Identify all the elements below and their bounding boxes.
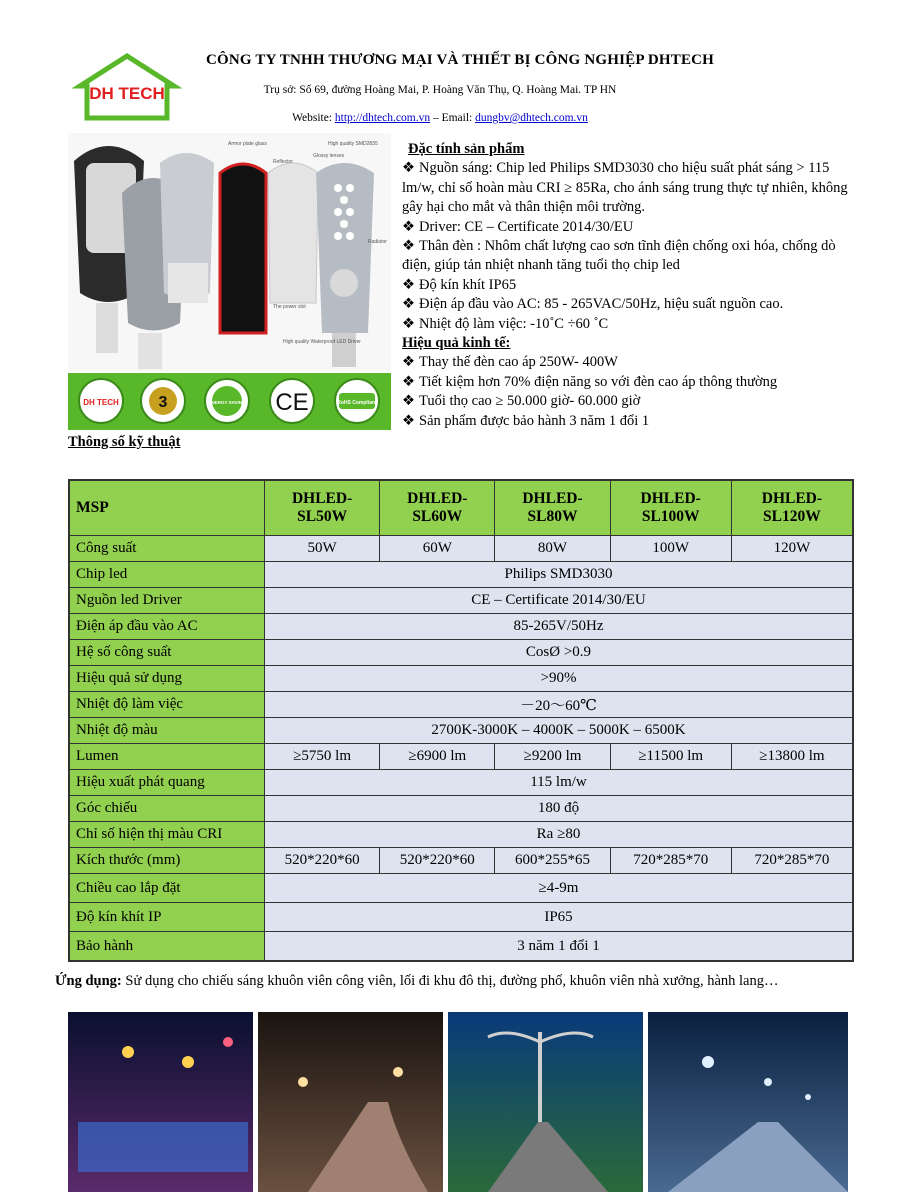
feature-item: ❖ Nhiệt độ làm việc: -10˚C ÷60 ˚C xyxy=(402,315,609,332)
economic-item: ❖ Sản phẩm được bảo hành 3 năm 1 đổi 1 xyxy=(402,412,650,429)
bullet-icon: ❖ xyxy=(402,276,415,293)
row-label: Bảo hành xyxy=(69,932,265,962)
cell: 180 độ xyxy=(265,796,854,822)
table-row xyxy=(69,744,853,770)
economic-heading: Hiệu quả kinh tế: xyxy=(402,335,511,352)
lamp-heatsink xyxy=(160,153,214,303)
cell: 720*285*70 xyxy=(610,848,731,874)
bullet-icon: ❖ xyxy=(402,238,415,255)
certification-bar xyxy=(68,373,391,430)
cell: 100W xyxy=(610,536,731,562)
cell: 600*255*65 xyxy=(495,848,610,874)
model-header: DHLED-SL50W xyxy=(265,480,380,536)
svg-text:ENERGY SAVING: ENERGY SAVING xyxy=(208,400,246,405)
cell: 2700K-3000K – 4000K – 5000K – 6500K xyxy=(265,718,854,744)
svg-text:3: 3 xyxy=(158,394,168,411)
cell: Ra ≥80 xyxy=(265,822,854,848)
rohs-icon xyxy=(335,379,379,423)
msp-label: MSP xyxy=(69,480,265,536)
3-year-warranty-icon xyxy=(141,379,185,423)
callout-smd: High quality SMD2835 xyxy=(328,141,378,147)
energy-saving-icon xyxy=(205,379,249,423)
company-logo xyxy=(72,52,182,122)
callout-lenses: Glossy lenses xyxy=(313,153,345,159)
bullet-icon: ❖ xyxy=(402,393,415,410)
cell: IP65 xyxy=(265,903,854,932)
application-section xyxy=(55,972,855,991)
features-section xyxy=(402,140,852,431)
feature-item: ❖ Nguồn sáng: Chip led Philips SMD3030 cho hiệu suất phát sáng > 115 lm/w, chỉ số hoàn màu CRI ≥ 85Ra, cho ánh sáng trung thực tự nhiên, không gây hại cho mắt và thân thiện môi trường. xyxy=(402,160,848,216)
table-row xyxy=(69,874,853,903)
photo-night-road xyxy=(648,1012,848,1192)
row-label: Kích thước (mm) xyxy=(69,848,265,874)
row-label: Độ kín khít IP xyxy=(69,903,265,932)
svg-text:CE: CE xyxy=(275,389,309,416)
cell: Philips SMD3030 xyxy=(265,562,854,588)
cell: 80W xyxy=(495,536,610,562)
row-label: Chip led xyxy=(69,562,265,588)
callout-reflector: Reflector xyxy=(273,159,294,165)
row-label: Góc chiếu xyxy=(69,796,265,822)
bullet-icon: ❖ xyxy=(402,296,415,313)
svg-text:RoHS Compliant: RoHS Compliant xyxy=(337,400,377,406)
svg-text:DH TECH: DH TECH xyxy=(83,398,119,407)
bullet-icon: ❖ xyxy=(402,218,415,235)
cell: ≥5750 lm xyxy=(265,744,380,770)
cell: 120W xyxy=(731,536,853,562)
model-header: DHLED-SL120W xyxy=(731,480,853,536)
callout-power-slot: The power slot xyxy=(273,304,306,310)
row-label: Nhiệt độ màu xyxy=(69,718,265,744)
table-row xyxy=(69,822,853,848)
cell: 85-265V/50Hz xyxy=(265,614,854,640)
model-header: DHLED-SL80W xyxy=(495,480,610,536)
cell: 60W xyxy=(380,536,495,562)
bullet-icon: ❖ xyxy=(402,315,415,332)
table-row xyxy=(69,536,853,562)
cell: ≥6900 lm xyxy=(380,744,495,770)
table-row xyxy=(69,562,853,588)
application-text: Sử dụng cho chiếu sáng khuôn viên công viên, lối đi khu đô thị, đường phố, khuôn viên nhà xưởng, hành lang… xyxy=(121,973,779,989)
table-row xyxy=(69,640,853,666)
table-row xyxy=(69,588,853,614)
table-row xyxy=(69,666,853,692)
economic-item: ❖ Tuổi thọ cao ≥ 50.000 giờ- 60.000 giờ xyxy=(402,393,641,410)
application-photos xyxy=(68,1012,848,1192)
website-link[interactable]: http://dhtech.com.vn xyxy=(334,112,431,124)
table-row xyxy=(69,848,853,874)
cell: ≥9200 lm xyxy=(495,744,610,770)
row-label: Hệ số công suất xyxy=(69,640,265,666)
cell: CE – Certificate 2014/30/EU xyxy=(265,588,854,614)
product-image xyxy=(68,133,391,371)
ce-mark-icon xyxy=(270,379,314,423)
cell: 115 lm/w xyxy=(265,770,854,796)
company-address: Trụ sở: Số 69, đường Hoàng Mai, P. Hoàng Văn Thụ, Q. Hoàng Mai. TP HN xyxy=(263,84,617,96)
table-row xyxy=(69,903,853,932)
row-label: Điện áp đầu vào AC xyxy=(69,614,265,640)
row-label: Chiều cao lắp đặt xyxy=(69,874,265,903)
bullet-icon: ❖ xyxy=(402,373,415,390)
table-row xyxy=(69,614,853,640)
cell: ≥4-9m xyxy=(265,874,854,903)
cell: 520*220*60 xyxy=(380,848,495,874)
cell: －20～60℃ xyxy=(265,692,854,718)
row-label: Công suất xyxy=(69,536,265,562)
table-row xyxy=(69,718,853,744)
contact-line xyxy=(180,112,700,124)
photo-fountain xyxy=(68,1012,253,1192)
cell: >90% xyxy=(265,666,854,692)
feature-item: ❖ Driver: CE – Certificate 2014/30/EU xyxy=(402,218,634,235)
model-header: DHLED-SL100W xyxy=(610,480,731,536)
photo-street-lights xyxy=(448,1012,643,1192)
lamp-glass-cover xyxy=(220,164,266,333)
photo-park-path xyxy=(258,1012,443,1192)
model-header: DHLED-SL60W xyxy=(380,480,495,536)
table-row xyxy=(69,796,853,822)
website-label: Website: xyxy=(292,112,335,124)
table-row xyxy=(69,692,853,718)
spec-table xyxy=(68,479,854,962)
callout-driver: High quality Waterproof LED Driver xyxy=(283,339,361,345)
row-label: Hiệu xuất phát quang xyxy=(69,770,265,796)
feature-item: ❖ Điện áp đầu vào AC: 85 - 265VAC/50Hz, hiệu suất nguồn cao. xyxy=(402,296,784,313)
table-row xyxy=(69,770,853,796)
dhtech-badge-icon xyxy=(79,379,123,423)
cell: 3 năm 1 đổi 1 xyxy=(265,932,854,962)
bullet-icon: ❖ xyxy=(402,412,415,429)
email-link[interactable]: dungbv@dhtech.com.vn xyxy=(475,112,588,124)
cell: 520*220*60 xyxy=(265,848,380,874)
feature-item: ❖ Thân đèn : Nhôm chất lượng cao sơn tĩnh điện chống oxi hóa, chống dò điện, giúp tản nhiệt nhanh tăng tuổi thọ chip led xyxy=(402,238,836,274)
cell: ≥11500 lm xyxy=(610,744,731,770)
feature-item: ❖ Độ kín khít IP65 xyxy=(402,276,517,293)
features-heading: Đặc tính sản phẩm xyxy=(408,141,525,157)
callout-armor: Armor plate glass xyxy=(228,141,267,147)
company-name: CÔNG TY TNHH THƯƠNG MẠI VÀ THIẾT BỊ CÔNG NGHIỆP DHTECH xyxy=(205,52,715,68)
row-label: Chỉ số hiện thị màu CRI xyxy=(69,822,265,848)
application-label: Ứng dụng: xyxy=(55,973,122,989)
table-header-row xyxy=(69,480,853,536)
economic-item: ❖ Tiết kiệm hơn 70% điện năng so với đèn cao áp thông thường xyxy=(402,373,778,390)
cell: CosØ >0.9 xyxy=(265,640,854,666)
callout-radiator: Radiator xyxy=(368,239,387,245)
table-row xyxy=(69,932,853,962)
logo-text: DH TECH xyxy=(89,84,165,103)
row-label: Nguồn led Driver xyxy=(69,588,265,614)
cell: ≥13800 lm xyxy=(731,744,853,770)
row-label: Lumen xyxy=(69,744,265,770)
row-label: Nhiệt độ làm việc xyxy=(69,692,265,718)
bullet-icon: ❖ xyxy=(402,354,415,371)
email-label: – Email: xyxy=(430,112,476,124)
bullet-icon: ❖ xyxy=(402,160,415,177)
cell: 50W xyxy=(265,536,380,562)
row-label: Hiệu quả sử dụng xyxy=(69,666,265,692)
cell: 720*285*70 xyxy=(731,848,853,874)
spec-heading: Thông số kỹ thuật xyxy=(68,434,181,450)
economic-item: ❖ Thay thế đèn cao áp 250W- 400W xyxy=(402,354,618,371)
